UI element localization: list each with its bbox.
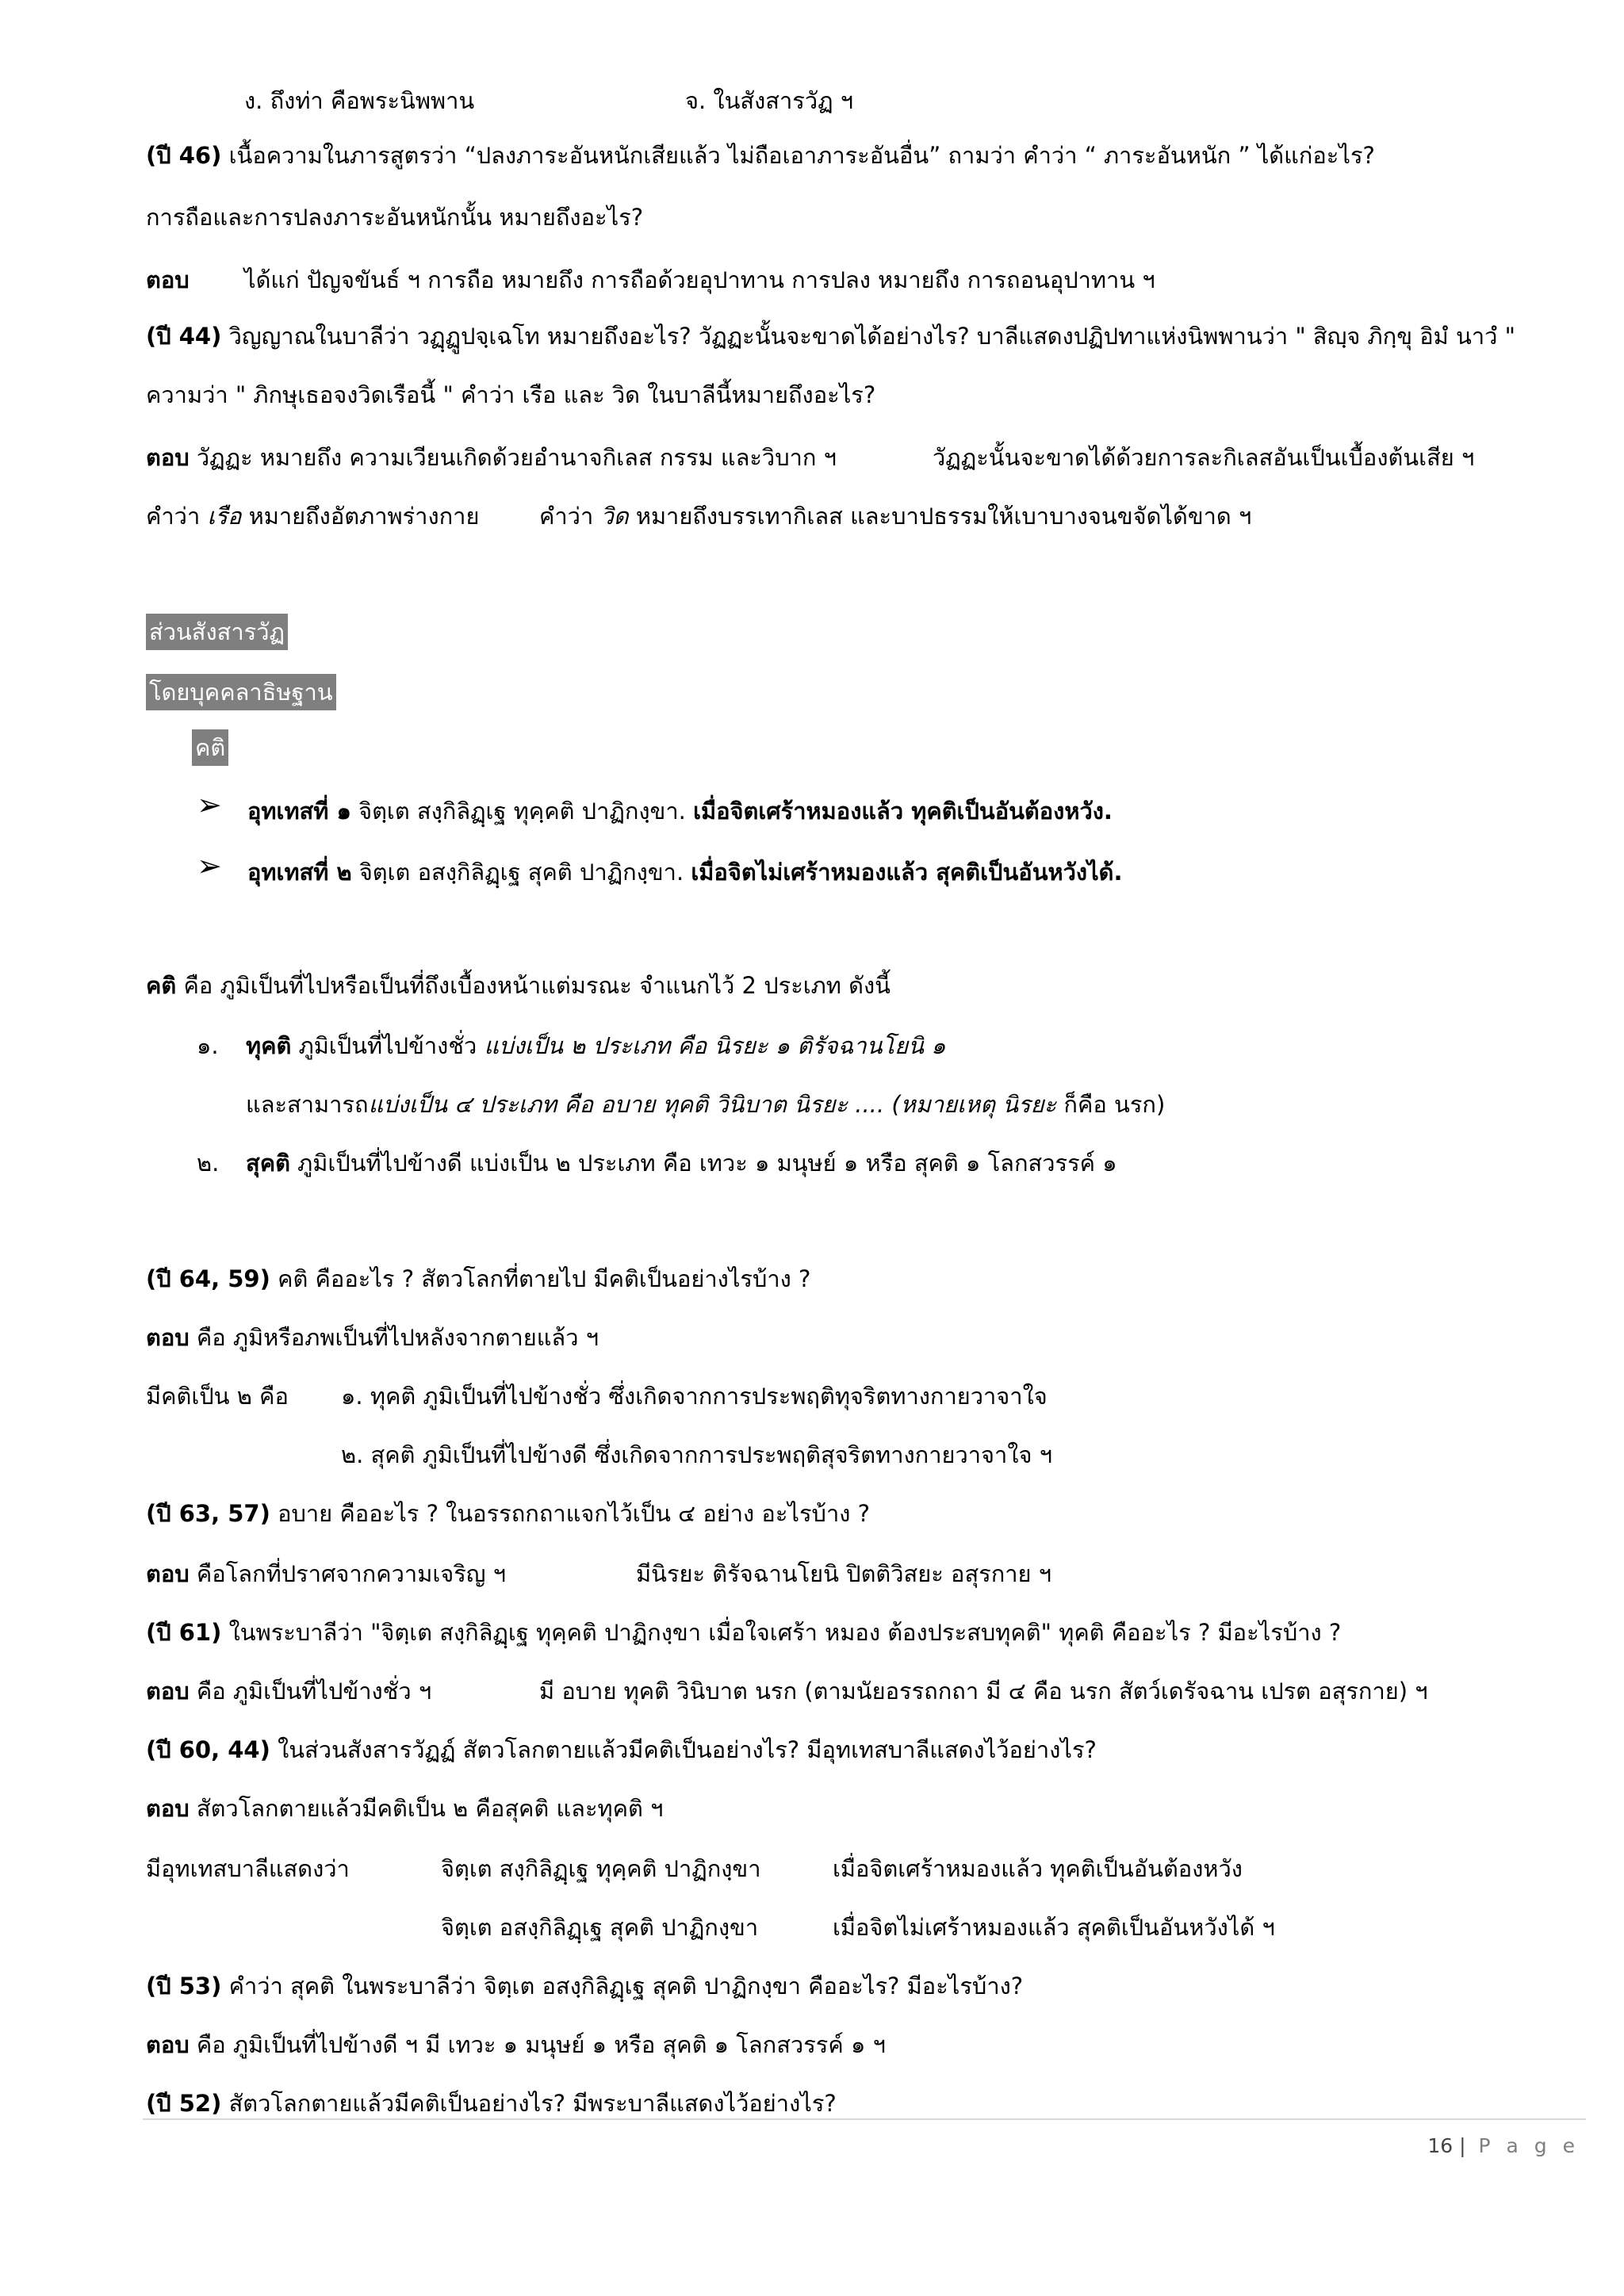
question-year-64-59: (ปี 64, 59) คติ คืออะไร ? สัตวโลกที่ตายไป มีคติเป็นอย่างไรบ้าง ? [146, 1265, 811, 1292]
pali-meaning-2: เมื่อจิตไม่เศร้าหมองแล้ว สุคติเป็นอันหวังได้ ฯ [833, 1914, 1275, 1941]
pali-verse-1: จิตฺเต สงฺกิลิฏฺเฐ ทุคฺคติ ปาฏิกงฺขา [441, 1855, 761, 1882]
answer-line: ตอบ คือ ภูมิเป็นที่ไปข้างดี ฯ มี เทวะ ๑ มนุษย์ ๑ หรือ สุคติ ๑ โลกสวรรค์ ๑ ฯ [146, 2031, 886, 2058]
bullet-meaning: เมื่อจิตเศร้าหมองแล้ว ทุคติเป็นอันต้องหวัง. [693, 798, 1113, 825]
page-number: 16 [1427, 2134, 1454, 2157]
pali-verse-2: จิตฺเต อสงฺกิลิฏฺเฐ สุคติ ปาฏิกงฺขา [441, 1914, 759, 1941]
definition-item-2: สุคติ ภูมิเป็นที่ไปข้างดี แบ่งเป็น ๒ ประเภท คือ เทวะ ๑ มนุษย์ ๑ หรือ สุคติ ๑ โลกสวรรค์ ๑ [246, 1150, 1117, 1177]
answer-option-cho: จ. ในสังสารวัฏ ฯ [685, 87, 854, 114]
question-year-60-44: (ปี 60, 44) ในส่วนสังสารวัฏฏ์ สัตวโลกตายแล้วมีคติเป็นอย่างไร? มีอุทเทสบาลีแสดงไว้อย่างไร? [146, 1736, 1097, 1763]
bullet-item-1 [247, 793, 1113, 829]
footer-separator: | [1459, 2134, 1466, 2157]
pali-meaning-1: เมื่อจิตเศร้าหมองแล้ว ทุคติเป็นอันต้องหวัง [833, 1855, 1243, 1882]
arrow-bullet-icon: ➢ [197, 848, 222, 883]
question-continuation: ความว่า " ภิกษุเธอจงวิดเรือนี้ " คำว่า เรือ และ วิด ในบาลีนี้หมายถึงอะไร? [146, 381, 876, 408]
bullet-label: อุทเทสที่ ๒ [247, 859, 352, 886]
bullet-item-2 [247, 854, 1123, 890]
year-label: (ปี 44) [146, 323, 222, 350]
bullet-pali: จิตฺเต อสงฺกิลิฏฺเฐ สุคติ ปาฏิกงฺขา. [358, 859, 684, 886]
list-number: ๒. [197, 1150, 220, 1177]
section-heading: ส่วนสังสารวัฏ [146, 614, 288, 650]
question-year-44 [146, 320, 1515, 352]
definition-line: คติ คือ ภูมิเป็นที่ไปหรือเป็นที่ถึงเบื้องหน้าแต่มรณะ จำแนกไว้ 2 ประเภท ดังนี้ [146, 972, 891, 999]
question-year-61: (ปี 61) ในพระบาลีว่า "จิตฺเต สงฺกิลิฏฺเฐ ทุคฺคติ ปาฏิกงฺขา เมื่อใจเศร้า หมอง ต้องประสบทุคติ" ทุคติ คืออะไร ? มีอะไรบ้าง ? [146, 1619, 1342, 1646]
bullet-meaning: เมื่อจิตไม่เศร้าหมองแล้ว สุคติเป็นอันหวังได้. [691, 859, 1123, 886]
answer-line [146, 439, 837, 476]
page-footer [1427, 2134, 1580, 2157]
answer-text: ได้แก่ ปัญจขันธ์ ฯ การถือ หมายถึง การถือด้วยอุปาทาน การปลง หมายถึง การถอนอุปาทาน ฯ [244, 266, 1155, 293]
question-year-46 [146, 140, 1375, 171]
answer-line: ตอบ คือ ภูมิเป็นที่ไปข้างชั่ว ฯ [146, 1678, 432, 1705]
answer-text: วัฏฏะ หมายถึง ความเวียนเกิดด้วยอำนาจกิเลส กรรม และวิบาก ฯ [196, 444, 837, 471]
answer-label: ตอบ [146, 266, 190, 293]
arrow-bullet-icon: ➢ [197, 787, 222, 822]
list-number: ๑. [197, 1032, 219, 1059]
bullet-label: อุทเทสที่ ๑ [247, 798, 351, 825]
answer-line: ตอบ สัตวโลกตายแล้วมีคติเป็น ๒ คือสุคติ และทุคติ ฯ [146, 1795, 664, 1822]
question-year-63-57: (ปี 63, 57) อบาย คืออะไร ? ในอรรถกถาแจกไว้เป็น ๔ อย่าง อะไรบ้าง ? [146, 1500, 871, 1527]
subsection-heading: โดยบุคคลาธิษฐาน [146, 674, 336, 710]
year-label: (ปี 46) [146, 142, 222, 169]
answer-text-2: วัฏฏะนั้นจะขาดได้ด้วยการละกิเลสอันเป็นเบื้องต้นเสีย ฯ [933, 444, 1475, 471]
question-continuation: การถือและการปลงภาระอันหนักนั้น หมายถึงอะไร? [146, 204, 644, 231]
definition-item-1: ทุคติ ภูมิเป็นที่ไปข้างชั่ว แบ่งเป็น ๒ ประเภท คือ นิรยะ ๑ ติรัจฉานโยนิ ๑ [246, 1032, 946, 1059]
answer-line: คำว่า เรือ หมายถึงอัตภาพร่างกาย [146, 503, 480, 530]
footer-divider [143, 2118, 1586, 2120]
question-year-53: (ปี 53) คำว่า สุคติ ในพระบาลีว่า จิตฺเต อสงฺกิลิฏฺเฐ สุคติ ปาฏิกงฺขา คืออะไร? มีอะไรบ้าง? [146, 1973, 1024, 1999]
topic-heading: คติ [192, 729, 228, 766]
answer-label: ตอบ [146, 444, 190, 471]
answer-lead: มีคติเป็น ๒ คือ [146, 1383, 289, 1410]
answer-option-ng: ง. ถึงท่า คือพระนิพพาน [244, 87, 475, 114]
definition-item-1-cont: และสามารถแบ่งเป็น ๔ ประเภท คือ อบาย ทุคติ วินิบาต นิรยะ .... (หมายเหตุ นิรยะ ก็คือ นรก) [246, 1091, 1166, 1118]
answer-item-1: ๑. ทุคติ ภูมิเป็นที่ไปข้างชั่ว ซึ่งเกิดจากการประพฤติทุจริตทางกายวาจาใจ [341, 1383, 1048, 1410]
answer-line: ตอบ คือ ภูมิหรือภพเป็นที่ไปหลังจากตายแล้ว ฯ [146, 1324, 599, 1351]
question-text: เนื้อความในภารสูตรว่า “ปลงภาระอันหนักเสียแล้ว ไม่ถือเอาภาระอันอื่น” ถามว่า คำว่า “ ภาระอันหนัก ” ได้แก่อะไร? [228, 142, 1375, 169]
answer-item-2: ๒. สุคติ ภูมิเป็นที่ไปข้างดี ซึ่งเกิดจากการประพฤติสุจริตทางกายวาจาใจ ฯ [341, 1441, 1052, 1468]
answer-text-2: มีนิรยะ ติรัจฉานโยนิ ปิตติวิสยะ อสุรกาย ฯ [636, 1560, 1052, 1587]
answer-text-2: มี อบาย ทุคติ วินิบาต นรก (ตามนัยอรรถกถา มี ๔ คือ นรก สัตว์เดรัจฉาน เปรต อสุรกาย) ฯ [539, 1678, 1428, 1705]
answer-lead: มีอุทเทสบาลีแสดงว่า [146, 1855, 350, 1882]
question-year-52: (ปี 52) สัตวโลกตายแล้วมีคติเป็นอย่างไร? มีพระบาลีแสดงไว้อย่างไร? [146, 2090, 837, 2117]
question-text: วิญญาณในบาลีว่า วฏฺฏูปจฺเฉโท หมายถึงอะไร? วัฏฏะนั้นจะขาดได้อย่างไร? บาลีแสดงปฏิปทาแห่งนิพพานว่า " สิญฺจ ภิกฺขุ อิมํ นาวํ " [228, 323, 1515, 350]
answer-line-2: คำว่า วิด หมายถึงบรรเทากิเลส และบาปธรรมให้เบาบางจนขจัดได้ขาด ฯ [539, 503, 1252, 530]
page-word: P a g e [1478, 2134, 1580, 2157]
bullet-pali: จิตฺเต สงฺกิลิฏฺเฐ ทุคฺคติ ปาฏิกงฺขา. [358, 798, 686, 825]
answer-line: ตอบ คือโลกที่ปราศจากความเจริญ ฯ [146, 1560, 507, 1587]
